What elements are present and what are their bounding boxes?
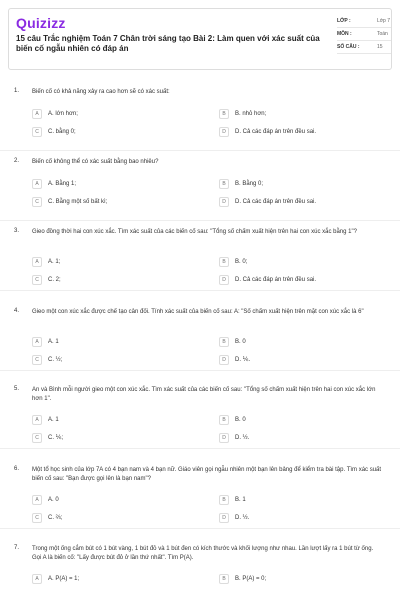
option-letter-box: B (219, 257, 229, 267)
question-6 (14, 466, 386, 526)
option-letter-box: A (32, 415, 42, 425)
question-4 (14, 308, 386, 368)
option-text: B. Bằng 0; (235, 180, 264, 187)
option-c[interactable] (32, 512, 200, 523)
option-letter-box: B (219, 109, 229, 119)
option-b[interactable] (219, 336, 387, 347)
question-divider (0, 290, 400, 291)
option-b[interactable] (219, 178, 387, 189)
option-text: C. ⅙; (48, 435, 64, 441)
question-1 (14, 88, 386, 148)
option-text: C. bằng 0; (48, 128, 76, 135)
option-letter-box: B (219, 179, 229, 189)
option-text: D. ½. (235, 434, 250, 441)
question-divider (0, 370, 400, 371)
option-a[interactable] (32, 178, 200, 189)
question-7 (14, 545, 386, 600)
question-number: 6. (14, 466, 20, 472)
option-a[interactable] (32, 256, 200, 267)
question-number: 4. (14, 308, 20, 314)
option-text: D. Cả các đáp án trên đều sai. (235, 276, 317, 283)
question-divider (0, 220, 400, 221)
option-letter-box: D (219, 355, 229, 365)
info-value: Lớp 7 (377, 18, 391, 24)
option-text: A. lớn hơn; (48, 110, 78, 117)
info-label: SỐ CÂU : (337, 44, 360, 50)
option-text: D. ½. (235, 514, 250, 521)
option-b[interactable] (219, 414, 387, 425)
option-text: B. 1 (235, 496, 246, 503)
option-letter-box: C (32, 127, 42, 137)
option-c[interactable] (32, 126, 200, 137)
option-letter-box: C (32, 433, 42, 443)
question-text: Một tổ học sinh của lớp 7A có 4 bạn nam và 4 bạn nữ. Giáo viên gọi ngẫu nhiên một bạn lên bảng để kiểm tra bài tập. Tìm xác suất biến cố sau: "Bạn được gọi lên là bạn nam"? (32, 467, 382, 482)
question-number: 5. (14, 386, 20, 392)
option-text: A. 1; (48, 258, 61, 265)
option-a[interactable] (32, 414, 200, 425)
option-a[interactable] (32, 494, 200, 505)
option-letter-box: D (219, 433, 229, 443)
option-letter-box: D (219, 513, 229, 523)
option-letter-box: A (32, 574, 42, 584)
option-text: B. 0; (235, 258, 248, 265)
worksheet-title: 15 câu Trắc nghiệm Toán 7 Chân trời sáng tạo Bài 2: Làm quen với xác suất của biến cố ngẫu nhiên có đáp án (16, 34, 320, 53)
question-number: 1. (14, 88, 20, 94)
option-letter-box: D (219, 197, 229, 207)
option-text: B. 0 (235, 416, 246, 423)
option-text: D. Cả các đáp án trên đều sai. (235, 128, 317, 135)
info-label: MÔN : (337, 31, 352, 37)
question-number: 2. (14, 158, 20, 164)
option-text: B. nhỏ hơn; (235, 110, 267, 117)
option-letter-box: A (32, 337, 42, 347)
question-text: Biến cố không thể có xác suất bằng bao nhiêu? (32, 159, 159, 165)
option-letter-box: B (219, 415, 229, 425)
question-text: Gieo một con xúc xắc được chế tạo cân đối. Tính xác suất của biến cố sau: A: "Số chấm xuất hiện trên mặt con xúc xắc là 6" (32, 309, 364, 315)
question-number: 3. (14, 228, 20, 234)
option-d[interactable] (219, 126, 387, 137)
option-letter-box: C (32, 513, 42, 523)
option-a[interactable] (32, 573, 200, 584)
option-text: A. 1 (48, 416, 59, 423)
option-letter-box: B (219, 337, 229, 347)
option-d[interactable] (219, 274, 387, 285)
option-text: C. Bằng một số bất kì; (48, 198, 108, 205)
option-a[interactable] (32, 108, 200, 119)
option-text: A. Bằng 1; (48, 180, 77, 187)
option-text: A. 0 (48, 496, 59, 503)
option-text: A. P(A) = 1; (48, 575, 80, 582)
info-value: Toán (377, 31, 388, 37)
question-text: Biến cố có khả năng xảy ra cao hơn sẽ có xác suất: (32, 89, 170, 95)
question-text: Trong một ống cắm bút có 1 bút vàng, 1 bút đỏ và 1 bút đen có kích thước và khối lượng như nhau. Lần lượt lấy ra 1 bút từ ống. Gọi A là biến cố: "Lấy được bút đỏ ở lần thứ nhất". Tìm P(A). (32, 546, 374, 561)
option-text: C. 2; (48, 276, 61, 283)
info-panel (337, 15, 391, 54)
option-letter-box: C (32, 355, 42, 365)
option-text: C. ½; (48, 356, 63, 363)
info-row-count (337, 41, 391, 54)
info-value: 15 (377, 44, 383, 50)
option-letter-box: A (32, 257, 42, 267)
question-number: 7. (14, 545, 20, 551)
worksheet-header (8, 8, 392, 70)
option-text: D. ⅙. (235, 357, 251, 363)
question-divider (0, 150, 400, 151)
option-b[interactable] (219, 573, 387, 584)
option-d[interactable] (219, 432, 387, 443)
option-text: B. P(A) = 0; (235, 575, 267, 582)
question-5 (14, 386, 386, 446)
option-d[interactable] (219, 512, 387, 523)
option-b[interactable] (219, 256, 387, 267)
question-3 (14, 228, 386, 288)
info-row-subject (337, 28, 391, 41)
question-2 (14, 158, 386, 218)
option-letter-box: D (219, 127, 229, 137)
option-c[interactable] (32, 354, 200, 365)
option-letter-box: C (32, 275, 42, 285)
question-text: An và Bình mỗi người gieo một con xúc xắc. Tìm xác suất của các biến cố sau: "Tổng số chấm xuất hiện trên hai con xúc xắc lớn hơn 1". (32, 387, 376, 402)
option-d[interactable] (219, 354, 387, 365)
option-b[interactable] (219, 494, 387, 505)
option-letter-box: A (32, 495, 42, 505)
option-b[interactable] (219, 108, 387, 119)
question-text: Gieo đồng thời hai con xúc xắc. Tìm xác suất của các biến cố sau: "Tổng số chấm xuất hiện trên hai con xúc xắc bằng 1"? (32, 229, 357, 235)
brand-logo: Quizizz (16, 15, 66, 31)
option-c[interactable] (32, 274, 200, 285)
option-letter-box: D (219, 275, 229, 285)
option-text: B. 0 (235, 338, 246, 345)
info-row-grade (337, 15, 391, 28)
option-text: A. 1 (48, 338, 59, 345)
option-a[interactable] (32, 336, 200, 347)
option-c[interactable] (32, 196, 200, 207)
option-letter-box: B (219, 495, 229, 505)
option-c[interactable] (32, 432, 200, 443)
option-d[interactable] (219, 196, 387, 207)
option-letter-box: A (32, 179, 42, 189)
question-divider (0, 448, 400, 449)
option-letter-box: A (32, 109, 42, 119)
question-divider (0, 528, 400, 529)
option-letter-box: C (32, 197, 42, 207)
option-text: D. Cả các đáp án trên đều sai. (235, 198, 317, 205)
option-text: C. ⅔; (48, 514, 63, 521)
option-letter-box: B (219, 574, 229, 584)
info-label: LỚP : (337, 18, 351, 24)
